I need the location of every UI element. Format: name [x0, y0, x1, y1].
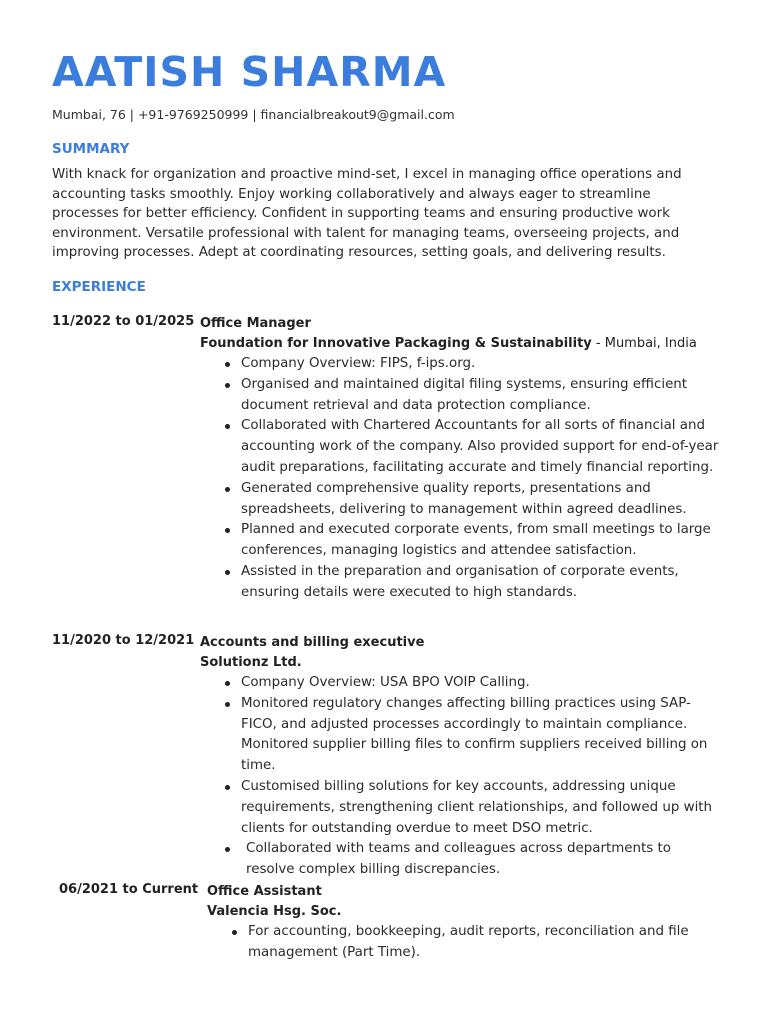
job-company: Foundation for Innovative Packaging & Sustainability: [200, 336, 592, 351]
job-bullet: For accounting, bookkeeping, audit reports, reconciliation and file management (Part Time).: [248, 922, 727, 964]
experience-heading: EXPERIENCE: [52, 279, 146, 295]
job-company: Solutionz Ltd.: [200, 655, 302, 670]
job-company-line: [207, 902, 727, 922]
job-title: Accounts and billing executive: [200, 635, 425, 650]
job-dates: 11/2020 to 12/2021: [52, 633, 195, 648]
job-company-line: [200, 653, 720, 673]
summary-heading: SUMMARY: [52, 141, 130, 157]
job-location: - Mumbai, India: [591, 336, 697, 351]
job-bullet: Customised billing solutions for key accounts, addressing unique requirements, strengthening client relationships, and followed up with clients for outstanding overdue to meet DSO metric.: [241, 777, 720, 839]
job-bullets: [200, 354, 720, 604]
job-bullet: Generated comprehensive quality reports, presentations and spreadsheets, delivering to management within agreed deadlines.: [241, 479, 720, 521]
contact-line: Mumbai, 76 | +91-9769250999 | financialbreakout9@gmail.com: [52, 107, 455, 122]
job-bullet: Collaborated with Chartered Accountants for all sorts of financial and accounting work of the company. Also provided support for end-of-year audit preparations, facilitating accurate and timely financial reporting.: [241, 416, 720, 478]
job-dates: 11/2022 to 01/2025: [52, 314, 195, 329]
job-dates: 06/2021 to Current: [59, 882, 199, 897]
job-title: Office Manager: [200, 316, 311, 331]
job-company: Valencia Hsg. Soc.: [207, 904, 342, 919]
job-bullet: Assisted in the preparation and organisation of corporate events, ensuring details were executed to high standards.: [241, 562, 720, 604]
candidate-name: AATISH SHARMA: [52, 48, 447, 96]
job-company-line: [200, 334, 720, 354]
job-title: Office Assistant: [207, 884, 322, 899]
job-bullets: [207, 922, 727, 964]
job-bullet: Collaborated with teams and colleagues across departments to resolve complex billing discrepancies.: [241, 839, 720, 881]
job-bullet: Company Overview: USA BPO VOIP Calling.: [241, 673, 720, 694]
job-bullet: Organised and maintained digital filing systems, ensuring efficient document retrieval and data protection compliance.: [241, 375, 720, 417]
summary-text: With knack for organization and proactive mind-set, I excel in managing office operations and accounting tasks smoothly. Enjoy working collaboratively and always eager to streamline processes for better efficiency. Confident in supporting teams and ensuring productive work environment. Versatile professional with talent for managing teams, overseeing projects, and improving processes. Adept at coordinating resources, setting goals, and delivering results.: [52, 167, 682, 261]
job-bullet: Planned and executed corporate events, from small meetings to large conferences, managing logistics and attendee satisfaction.: [241, 520, 720, 562]
job-bullet: Monitored regulatory changes affecting billing practices using SAP-FICO, and adjusted processes accordingly to maintain compliance. Monitored supplier billing files to confirm suppliers received billing on time.: [241, 694, 720, 777]
job-bullet: Company Overview: FIPS, f-ips.org.: [241, 354, 720, 375]
job-bullets: [200, 673, 720, 881]
